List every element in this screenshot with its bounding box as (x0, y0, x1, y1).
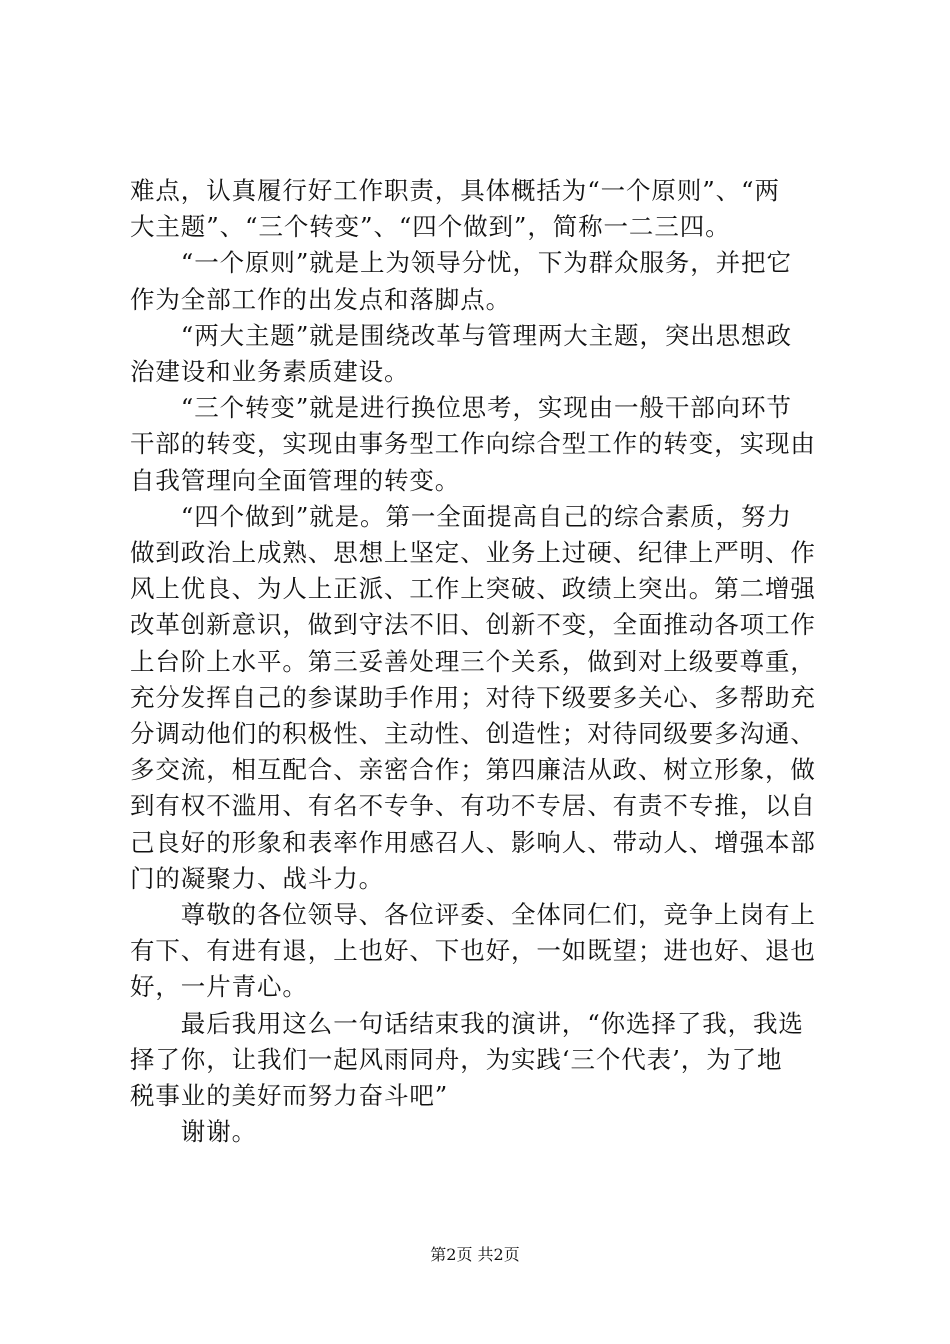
text-line: 干部的转变，实现由事务型工作向综合型工作的转变，实现由 (130, 429, 816, 459)
text-line: 择了你，让我们一起风雨同舟，为实践‘三个代表’，为了地 (130, 1044, 783, 1074)
page-footer: 第2页 共2页 (430, 1245, 520, 1264)
text-line: 上台阶上水平。第三妥善处理三个关系，做到对上级要尊重， (130, 646, 816, 676)
text-line: 做到政治上成熟、思想上坚定、业务上过硬、纪律上严明、作 (130, 538, 816, 568)
text-line: 最后我用这么一句话结束我的演讲，“你选择了我，我选 (130, 1008, 804, 1038)
text-line: 充分发挥自己的参谋助手作用；对待下级要多关心、多帮助充 (130, 682, 816, 712)
text-line: 谢谢。 (130, 1117, 257, 1147)
text-line: 难点，认真履行好工作职责，具体概括为“一个原则”、“两 (130, 176, 780, 205)
text-line: “一个原则”就是上为领导分忧，下为群众服务，并把它 (130, 248, 792, 278)
text-line: 自我管理向全面管理的转变。 (130, 465, 461, 495)
text-line: 作为全部工作的出发点和落脚点。 (130, 284, 511, 314)
text-line: 多交流，相互配合、亲密合作；第四廉洁从政、树立形象，做 (130, 755, 816, 785)
text-line: 有下、有进有退，上也好、下也好，一如既望；进也好、退也 (130, 936, 816, 966)
text-line: “三个转变”就是进行换位思考，实现由一般干部向环节 (130, 393, 792, 423)
text-line: 门的凝聚力、战斗力。 (130, 863, 384, 893)
text-line: 到有权不滥用、有名不专争、有功不专居、有责不专推，以自 (130, 791, 816, 821)
text-line: “四个做到”就是。第一全面提高自己的综合素质，努力 (130, 501, 792, 531)
text-line: 改革创新意识，做到守法不旧、创新不变，全面推动各项工作 (130, 610, 816, 640)
text-line: 尊敬的各位领导、各位评委、全体同仁们，竞争上岗有上 (130, 900, 816, 930)
text-line: 己良好的形象和表率作用感召人、影响人、带动人、增强本部 (130, 827, 816, 857)
text-line: 大主题”、“三个转变”、“四个做到”，简称一二三四。 (130, 212, 731, 242)
text-line: 风上优良、为人上正派、工作上突破、政绩上突出。第二增强 (130, 574, 816, 604)
text-line: 税事业的美好而努力奋斗吧” (130, 1081, 449, 1111)
text-line: “两大主题”就是围绕改革与管理两大主题，突出思想政 (130, 320, 792, 350)
text-line: 好，一片青心。 (130, 972, 308, 1002)
document-body (130, 173, 830, 1150)
text-line: 治建设和业务素质建设。 (130, 357, 410, 387)
text-line: 分调动他们的积极性、主动性、创造性；对待同级要多沟通、 (130, 719, 816, 749)
